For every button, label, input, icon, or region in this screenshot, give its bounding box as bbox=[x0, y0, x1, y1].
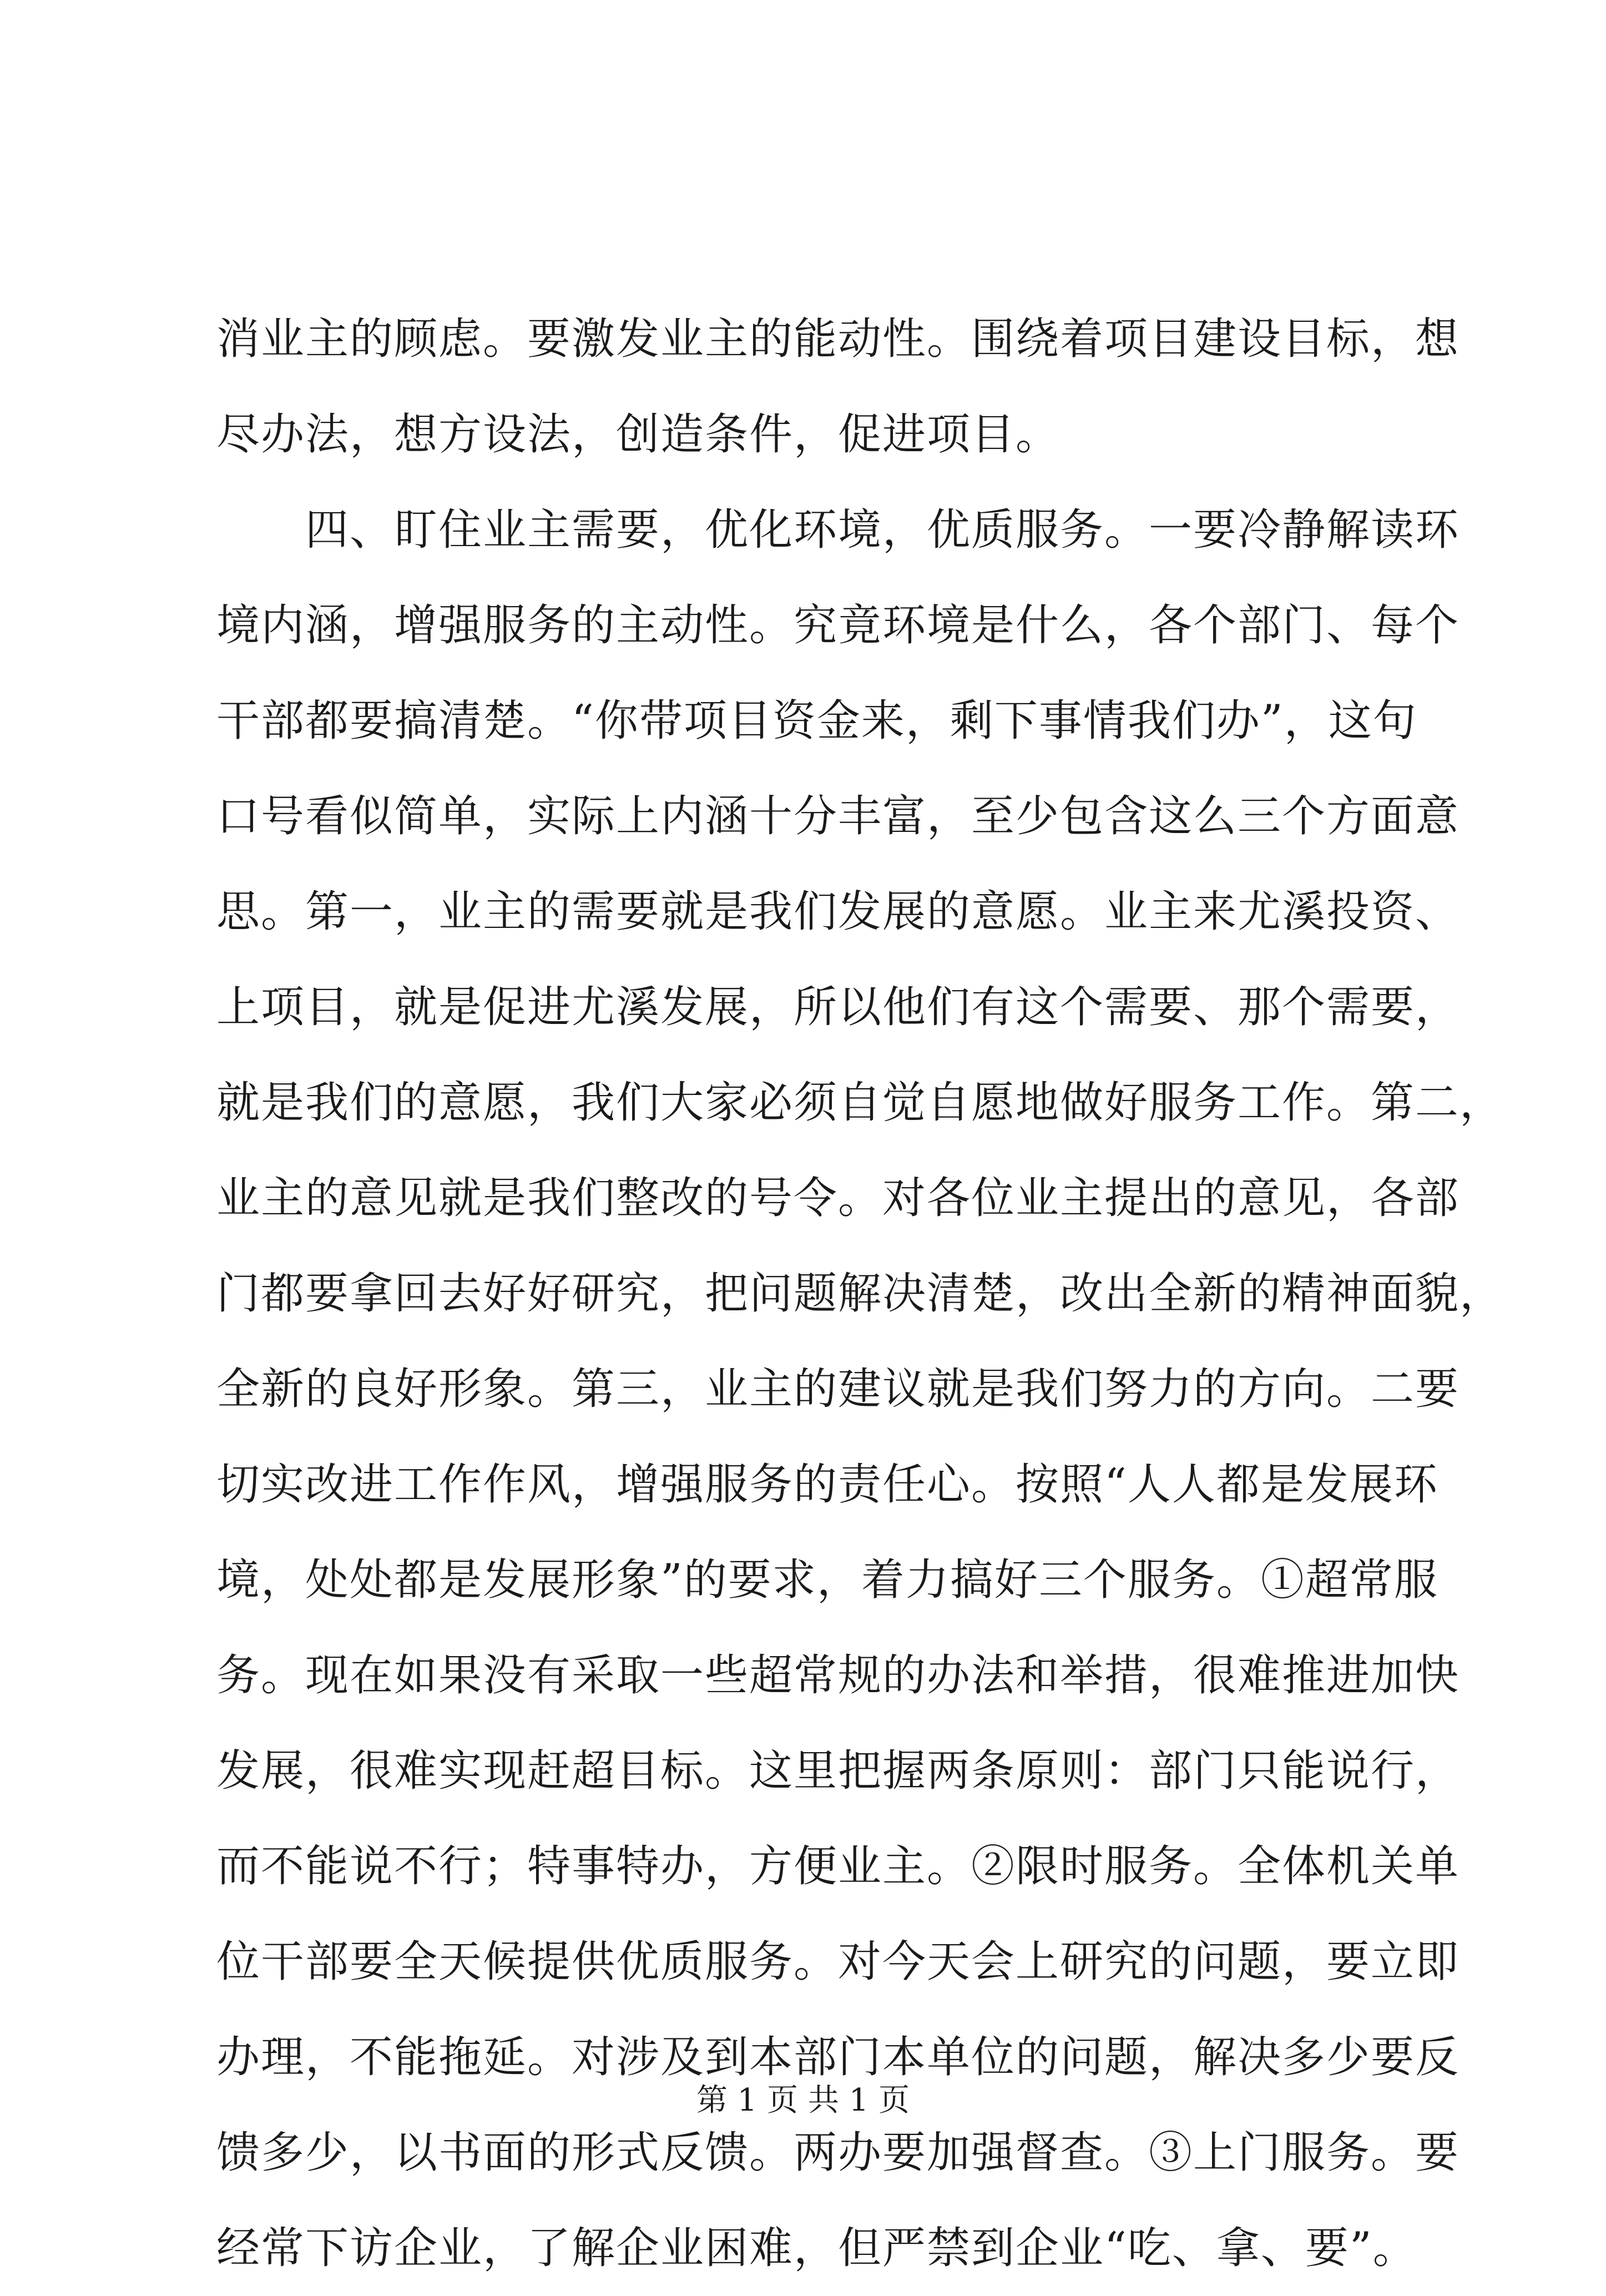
text-line-21: 经常下访企业，了解企业困难，但严禁到企业“吃、拿、要”。 bbox=[216, 2223, 1417, 2273]
text-line-8: 上项目，就是促进尤溪发展，所以他们有这个需要、那个需要， bbox=[216, 982, 1460, 1032]
text-line-16: 发展，很难实现赶超目标。这里把握两条原则：部门只能说行， bbox=[216, 1746, 1460, 1796]
text-line-11: 门都要拿回去好好研究，把问题解决清楚，改出全新的精神面貌， bbox=[216, 1269, 1504, 1319]
text-line-20: 馈多少，以书面的形式反馈。两办要加强督查。③上门服务。要 bbox=[216, 2128, 1460, 2178]
text-line-7: 思。第一，业主的需要就是我们发展的意愿。业主来尤溪投资、 bbox=[216, 887, 1460, 937]
text-line-10: 业主的意见就是我们整改的号令。对各位业主提出的意见，各部 bbox=[216, 1173, 1460, 1223]
text-line-18: 位干部要全天候提供优质服务。对今天会上研究的问题，要立即 bbox=[216, 1937, 1460, 1987]
body-text bbox=[216, 291, 1504, 2296]
text-line-4: 境内涵，增强服务的主动性。究竟环境是什么，各个部门、每个 bbox=[216, 601, 1460, 650]
page-footer: 第 1 页 共 1 页 bbox=[696, 2082, 910, 2118]
text-line-6: 口号看似简单，实际上内涵十分丰富，至少包含这么三个方面意 bbox=[216, 791, 1460, 841]
text-line-15: 务。现在如果没有采取一些超常规的办法和举措，很难推进加快 bbox=[216, 1651, 1460, 1700]
text-line-19: 办理，不能拖延。对涉及到本部门本单位的问题，解决多少要反 bbox=[216, 2032, 1460, 2082]
text-line-9: 就是我们的意愿，我们大家必须自觉自愿地做好服务工作。第二， bbox=[216, 1078, 1504, 1128]
text-line-17: 而不能说不行；特事特办，方便业主。②限时服务。全体机关单 bbox=[216, 1841, 1460, 1891]
text-line-1: 消业主的顾虑。要激发业主的能动性。围绕着项目建设目标，想 bbox=[216, 314, 1460, 364]
text-line-12: 全新的良好形象。第三，业主的建议就是我们努力的方向。二要 bbox=[216, 1364, 1460, 1414]
text-line-14: 境，处处都是发展形象”的要求，着力搞好三个服务。①超常服 bbox=[216, 1555, 1438, 1605]
text-line-3: 四、盯住业主需要，优化环境，优质服务。一要冷静解读环 bbox=[305, 505, 1460, 555]
text-line-2: 尽办法，想方设法，创造条件，促进项目。 bbox=[216, 410, 1060, 460]
text-line-5: 干部都要搞清楚。“你带项目资金来，剩下事情我们办”，这句 bbox=[216, 696, 1417, 746]
text-line-13: 切实改进工作作风，增强服务的责任心。按照“人人都是发展环 bbox=[216, 1460, 1438, 1510]
